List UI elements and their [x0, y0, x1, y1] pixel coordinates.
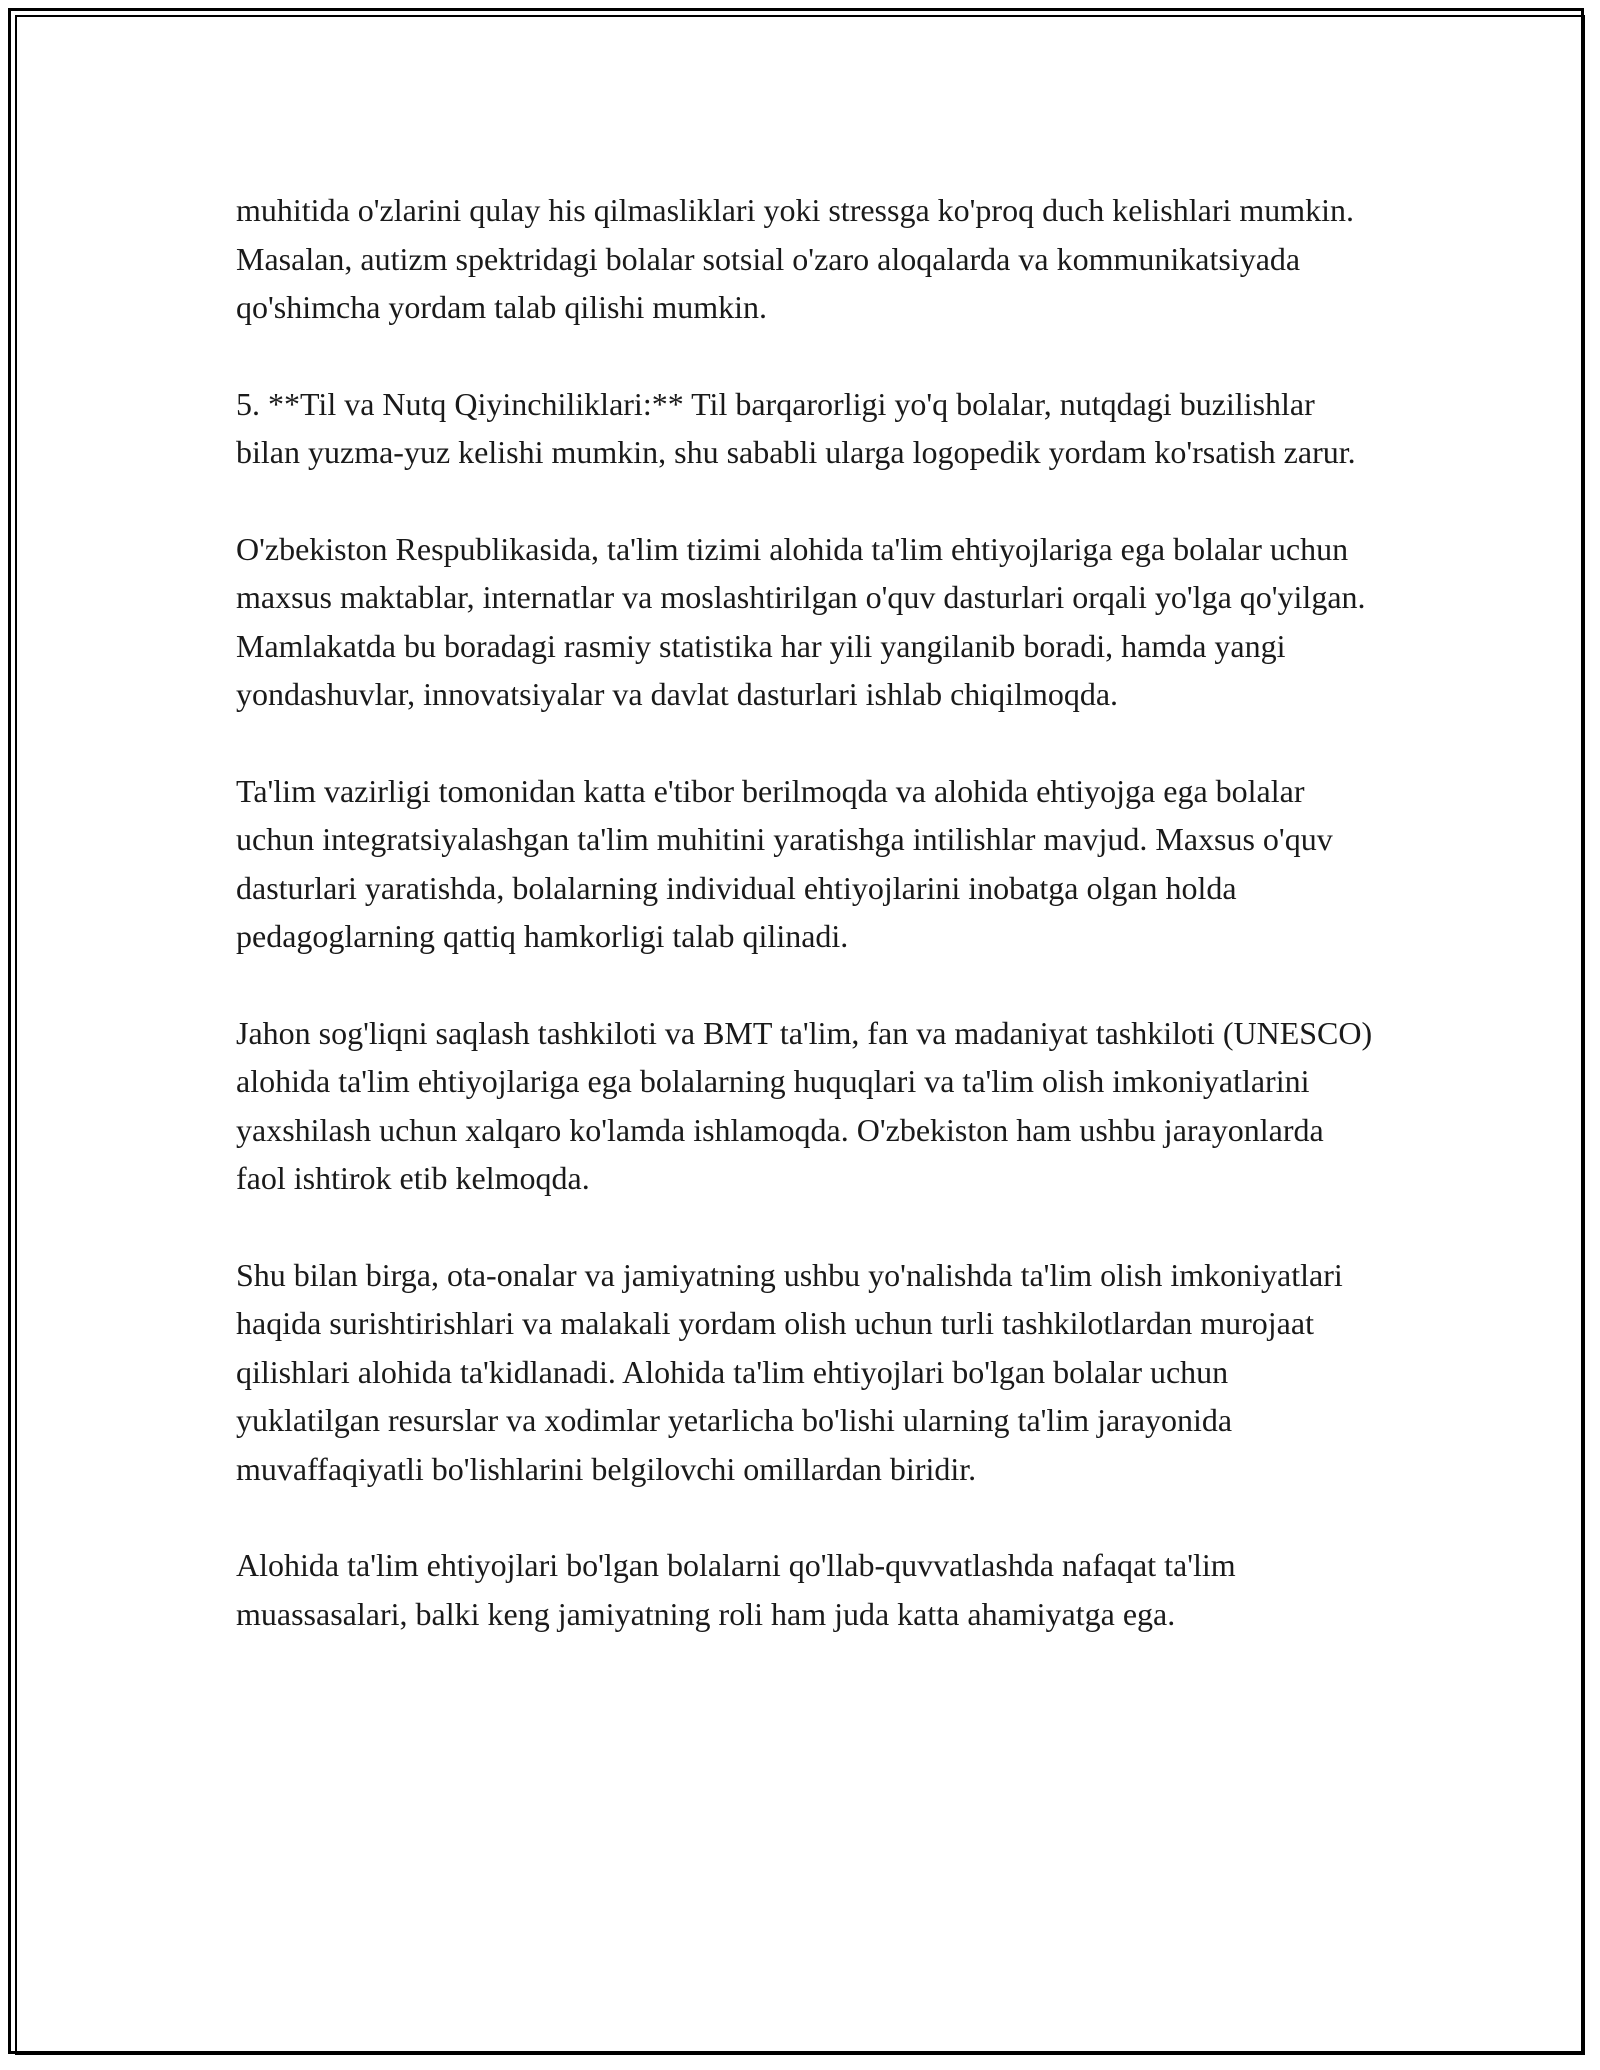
paragraph: Ta'lim vazirligi tomonidan katta e'tibor berilmoqda va alohida ehtiyojga ega bolalar uchun integratsiyalashgan ta'lim muhitini yaratishga intilishlar mavjud. Maxsus o'quv dasturlari yaratishda, bolalarning individual ehtiyojlarini inobatga olgan holda pedagoglarning qattiq hamkorligi talab qilinadi. [236, 772, 1333, 954]
paragraph: Alohida ta'lim ehtiyojlari bo'lgan bolalarni qo'llab-quvvatlashda nafaqat ta'lim muassasalari, balki keng jamiyatning roli ham juda katta ahamiyatga ega. [236, 1547, 1236, 1632]
paragraph: 5. **Til va Nutq Qiyinchiliklari:** Til barqarorligi yo'q bolalar, nutqdagi buzilishlar bilan yuzma-yuz kelishi mumkin, shu sababli ularga logopedik yordam ko'rsatish zarur. [236, 385, 1356, 470]
paragraph: Shu bilan birga, ota-onalar va jamiyatning ushbu yo'nalishda ta'lim olish imkoniyatlari haqida surishtirishlari va malakali yordam olish uchun turli tashkilotlardan murojaat qilishlari alohida ta'kidlanadi. Alohida ta'lim ehtiyojlari bo'lgan bolalar uchun yuklatilgan resurslar va xodimlar yetarlicha bo'lishi ularning ta'lim jarayonida muvaffaqiyatli bo'lishlarini belgilovchi omillardan biridir. [236, 1256, 1343, 1487]
document-body [236, 186, 1376, 1686]
paragraph: O'zbekiston Respublikasida, ta'lim tizimi alohida ta'lim ehtiyojlariga ega bolalar uchun maxsus maktablar, internatlar va moslashtirilgan o'quv dasturlari orqali yo'lga qo'yilgan. Mamlakatda bu boradagi rasmiy statistika har yili yangilanib boradi, hamda yangi yondashuvlar, innovatsiyalar va davlat dasturlari ishlab chiqilmoqda. [236, 530, 1366, 712]
paragraph: muhitida o'zlarini qulay his qilmasliklari yoki stressga ko'proq duch kelishlari mumkin. Masalan, autizm spektridagi bolalar sotsial o'zaro aloqalarda va kommunikatsiyada qo'shimcha yordam talab qilishi mumkin. [236, 192, 1355, 325]
paragraph: Jahon sog'liqni saqlash tashkiloti va BMT ta'lim, fan va madaniyat tashkiloti (UNESCO) alohida ta'lim ehtiyojlariga ega bolalarning huquqlari va ta'lim olish imkoniyatlarini yaxshilash uchun xalqaro ko'lamda ishlamoqda. O'zbekiston ham ushbu jarayonlarda faol ishtirok etib kelmoqda. [236, 1014, 1373, 1196]
